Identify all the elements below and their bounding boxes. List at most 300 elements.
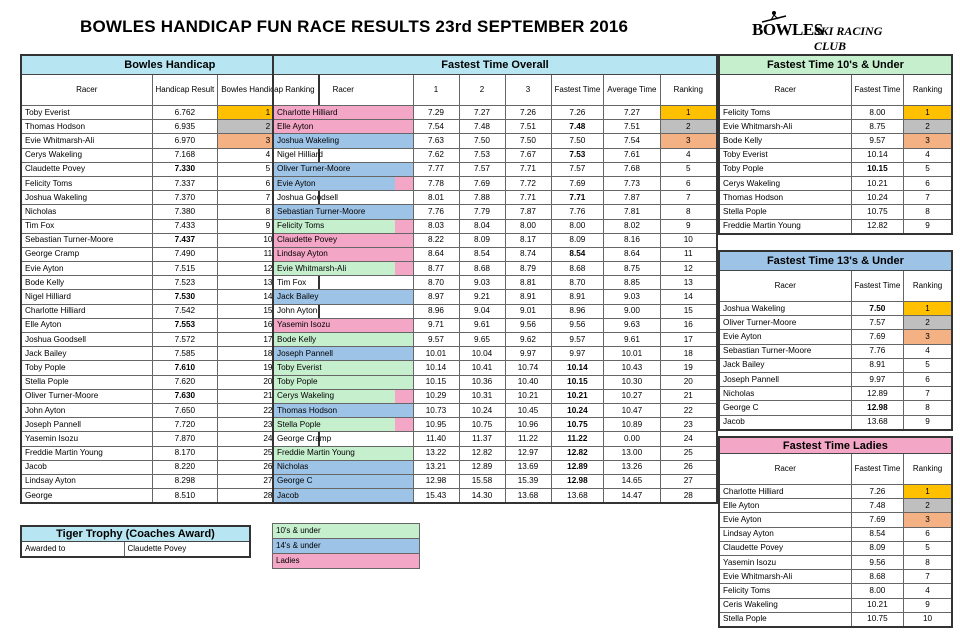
tiger-label: Awarded to	[21, 542, 124, 558]
racer-name: Evie Ayton	[719, 330, 851, 344]
run-2-time: 10.24	[459, 403, 505, 417]
fastest-time: 9.56	[851, 555, 904, 569]
table-row	[273, 148, 717, 162]
col-header: Ranking	[904, 75, 952, 106]
run-3-time: 9.62	[505, 333, 551, 347]
col-header: Racer	[21, 75, 152, 106]
category-strip	[395, 262, 413, 275]
rank: 2	[904, 120, 952, 134]
ladies-title: Fastest Time Ladies	[719, 437, 952, 454]
fastest-time: 8.68	[851, 570, 904, 584]
racer-cell	[273, 389, 413, 403]
legend-under14: 14's & under	[273, 539, 420, 554]
fastest-time: 7.50	[851, 302, 904, 316]
run-1-time: 8.22	[413, 233, 459, 247]
average-time: 9.00	[604, 304, 660, 318]
racer-cell	[273, 375, 413, 389]
racer-name: Ceris Wakeling	[719, 598, 851, 612]
page-title: BOWLES HANDICAP FUN RACE RESULTS 23rd SEPTEMBER 2016	[80, 17, 629, 36]
overall-rank: 26	[660, 460, 717, 474]
racer-cell	[273, 205, 413, 219]
racer-name: Lindsay Ayton	[21, 474, 152, 488]
average-time: 0.00	[604, 432, 660, 446]
fastest-time: 10.15	[551, 375, 604, 389]
table-row	[273, 418, 717, 432]
handicap-rank: 15	[218, 304, 319, 318]
rank: 2	[904, 316, 952, 330]
racer-name: Toby Pople	[719, 162, 851, 176]
fastest-time: 8.54	[551, 247, 604, 261]
table-row	[719, 148, 952, 162]
overall-rank: 27	[660, 474, 717, 488]
fastest-time: 10.14	[851, 148, 904, 162]
fastest-time: 11.22	[551, 432, 604, 446]
run-1-time: 9.71	[413, 318, 459, 332]
col-header: Bowles Handicap Ranking	[218, 75, 319, 106]
rank: 4	[904, 148, 952, 162]
run-3-time: 8.00	[505, 219, 551, 233]
average-time: 9.63	[604, 318, 660, 332]
average-time: 14.65	[604, 474, 660, 488]
run-3-time: 7.51	[505, 120, 551, 134]
overall-rank: 11	[660, 247, 717, 261]
run-2-time: 10.04	[459, 347, 505, 361]
col-header: 2	[459, 75, 505, 106]
overall-rank: 17	[660, 333, 717, 347]
racer-name: John Ayton	[277, 306, 318, 316]
run-3-time: 12.97	[505, 446, 551, 460]
fastest-time: 12.98	[551, 474, 604, 488]
racer-cell	[273, 162, 413, 176]
run-3-time: 7.67	[505, 148, 551, 162]
fastest-time: 13.68	[851, 415, 904, 430]
handicap-rank: 1	[218, 106, 319, 120]
handicap-rank: 4	[218, 148, 319, 162]
table-row	[719, 555, 952, 569]
overall-rank: 21	[660, 389, 717, 403]
fastest-time: 7.53	[551, 148, 604, 162]
racer-cell	[273, 361, 413, 375]
fastest-time: 12.82	[851, 219, 904, 234]
table-row	[719, 584, 952, 598]
run-2-time: 10.75	[459, 418, 505, 432]
racer-name: Lindsay Ayton	[719, 527, 851, 541]
handicap-result: 7.870	[152, 432, 218, 446]
col-header: Ranking	[660, 75, 717, 106]
racer-name: Toby Everist	[21, 106, 152, 120]
table-row	[719, 570, 952, 584]
table-row	[719, 302, 952, 316]
fastest-time: 8.09	[851, 541, 904, 555]
rank: 6	[904, 372, 952, 386]
run-1-time: 10.14	[413, 361, 459, 375]
fastest-time: 9.97	[851, 372, 904, 386]
col-header: Racer	[719, 454, 851, 485]
racer-name: Joseph Pannell	[277, 348, 333, 358]
rank: 4	[904, 344, 952, 358]
handicap-result: 6.762	[152, 106, 218, 120]
col-header: Fastest Time	[551, 75, 604, 106]
fastest-time: 8.91	[851, 358, 904, 372]
rank: 8	[904, 555, 952, 569]
racer-cell	[273, 219, 413, 233]
racer-name: Jack Bailey	[277, 292, 319, 302]
handicap-rank: 21	[218, 389, 319, 403]
racer-cell	[273, 474, 413, 488]
average-time: 7.81	[604, 205, 660, 219]
racer-name: Joshua Wakeling	[277, 135, 340, 145]
handicap-rank: 23	[218, 418, 319, 432]
racer-name: Evie Whitmarsh-Ali	[719, 570, 851, 584]
run-2-time: 10.36	[459, 375, 505, 389]
table-row	[273, 233, 717, 247]
overall-rank: 23	[660, 418, 717, 432]
handicap-rank: 22	[218, 403, 319, 417]
racer-name: Thomas Hodson	[277, 405, 338, 415]
racer-cell	[273, 191, 413, 205]
racer-cell	[273, 176, 413, 190]
racer-cell	[273, 120, 413, 134]
handicap-rank: 28	[218, 489, 319, 504]
racer-name: Felicity Toms	[719, 584, 851, 598]
logo-subtitle: SKI RACING CLUB	[814, 24, 883, 53]
fastest-time: 7.57	[851, 316, 904, 330]
overall-rank: 12	[660, 262, 717, 276]
racer-name: Stella Pople	[277, 419, 321, 429]
handicap-result: 7.630	[152, 389, 218, 403]
table-row	[719, 176, 952, 190]
racer-name: Nigel Hilliard	[277, 150, 323, 160]
table-row	[719, 330, 952, 344]
racer-name: Jack Bailey	[21, 347, 152, 361]
racer-cell	[273, 489, 413, 504]
table-row	[719, 598, 952, 612]
run-2-time: 8.09	[459, 233, 505, 247]
racer-name: Joshua Goodsell	[21, 333, 152, 347]
run-1-time: 13.21	[413, 460, 459, 474]
rank: 4	[904, 584, 952, 598]
racer-cell	[273, 233, 413, 247]
table-row	[719, 612, 952, 627]
racer-cell	[273, 333, 413, 347]
run-2-time: 11.37	[459, 432, 505, 446]
run-3-time: 10.96	[505, 418, 551, 432]
fastest-time: 8.75	[851, 120, 904, 134]
tiger-trophy-table	[20, 525, 251, 558]
racer-name: Claudette Povey	[719, 541, 851, 555]
table-row	[273, 318, 717, 332]
tiger-trophy-section	[20, 525, 251, 558]
racer-name: Evie Whitmarsh-Ali	[277, 263, 347, 273]
col-header: Ranking	[904, 271, 952, 302]
handicap-result: 7.620	[152, 375, 218, 389]
overall-rank: 18	[660, 347, 717, 361]
under13-section	[718, 250, 953, 431]
fastest-time: 12.98	[851, 401, 904, 415]
handicap-result: 7.515	[152, 262, 218, 276]
run-2-time: 8.04	[459, 219, 505, 233]
table-row	[719, 387, 952, 401]
table-row	[273, 162, 717, 176]
racer-name: Cerys Wakeling	[277, 391, 335, 401]
table-row	[273, 304, 717, 318]
table-row	[273, 106, 717, 120]
run-1-time: 7.62	[413, 148, 459, 162]
ladies-table	[718, 436, 953, 628]
handicap-result: 7.585	[152, 347, 218, 361]
handicap-rank: 9	[218, 219, 319, 233]
overall-title: Fastest Time Overall	[273, 55, 717, 75]
racer-name: Stella Pople	[719, 612, 851, 627]
racer-name: Evie Ayton	[719, 513, 851, 527]
fastest-time: 8.54	[851, 527, 904, 541]
fastest-time: 8.00	[851, 106, 904, 120]
racer-name: Evie Ayton	[277, 178, 316, 188]
racer-name: Tim Fox	[277, 277, 307, 287]
col-header: Fastest Time	[851, 454, 904, 485]
run-2-time: 15.58	[459, 474, 505, 488]
rank: 3	[904, 134, 952, 148]
racer-name: Cerys Wakeling	[719, 176, 851, 190]
handicap-result: 7.330	[152, 162, 218, 176]
table-row	[719, 344, 952, 358]
racer-name: Nicholas	[277, 462, 309, 472]
run-3-time: 8.17	[505, 233, 551, 247]
overall-rank: 24	[660, 432, 717, 446]
run-1-time: 10.01	[413, 347, 459, 361]
rank: 1	[904, 485, 952, 499]
table-row	[273, 191, 717, 205]
handicap-title: Bowles Handicap	[21, 55, 319, 75]
average-time: 10.43	[604, 361, 660, 375]
fastest-time: 10.14	[551, 361, 604, 375]
table-row	[273, 290, 717, 304]
fastest-time: 12.89	[551, 460, 604, 474]
col-header: Fastest Time	[851, 271, 904, 302]
racer-cell	[273, 134, 413, 148]
handicap-rank: 19	[218, 361, 319, 375]
run-2-time: 12.89	[459, 460, 505, 474]
racer-name: Jacob	[21, 460, 152, 474]
racer-name: Freddie Martin Young	[719, 219, 851, 234]
run-2-time: 9.65	[459, 333, 505, 347]
racer-name: Sebastian Turner-Moore	[21, 233, 152, 247]
racer-name: Elle Ayton	[277, 121, 314, 131]
run-3-time: 7.50	[505, 134, 551, 148]
overall-rank: 14	[660, 290, 717, 304]
handicap-rank: 13	[218, 276, 319, 290]
overall-rank: 10	[660, 233, 717, 247]
racer-name: Toby Everist	[277, 362, 322, 372]
handicap-result: 7.530	[152, 290, 218, 304]
racer-cell	[273, 148, 413, 162]
average-time: 10.27	[604, 389, 660, 403]
handicap-result: 7.433	[152, 219, 218, 233]
racer-name: Felicity Toms	[21, 176, 152, 190]
rank: 9	[904, 415, 952, 430]
racer-name: Sebastian Turner-Moore	[719, 344, 851, 358]
overall-rank: 28	[660, 489, 717, 504]
table-row	[273, 276, 717, 290]
racer-name: George	[21, 489, 152, 504]
fastest-time: 10.21	[851, 598, 904, 612]
legend-table	[272, 523, 420, 569]
run-2-time: 7.69	[459, 176, 505, 190]
racer-name: George C	[277, 476, 313, 486]
overall-rank: 5	[660, 162, 717, 176]
run-1-time: 7.78	[413, 176, 459, 190]
col-header: 1	[413, 75, 459, 106]
racer-name: Thomas Hodson	[21, 120, 152, 134]
under10-table	[718, 54, 953, 235]
table-row	[273, 403, 717, 417]
racer-name: Yasemin Isozu	[277, 320, 331, 330]
club-logo	[752, 10, 912, 53]
overall-rank: 9	[660, 219, 717, 233]
run-2-time: 9.03	[459, 276, 505, 290]
table-row	[273, 333, 717, 347]
run-3-time: 9.56	[505, 318, 551, 332]
racer-name: Bode Kelly	[277, 334, 317, 344]
run-1-time: 10.95	[413, 418, 459, 432]
racer-name: Joseph Pannell	[21, 418, 152, 432]
run-1-time: 11.40	[413, 432, 459, 446]
fastest-time: 10.21	[851, 176, 904, 190]
run-1-time: 15.43	[413, 489, 459, 504]
run-3-time: 10.74	[505, 361, 551, 375]
handicap-result: 7.370	[152, 191, 218, 205]
racer-name: Evie Whitmarsh-Ali	[21, 134, 152, 148]
table-row	[273, 219, 717, 233]
run-1-time: 8.64	[413, 247, 459, 261]
racer-name: Joseph Pannell	[719, 372, 851, 386]
racer-name: Lindsay Ayton	[277, 249, 328, 259]
overall-rank: 13	[660, 276, 717, 290]
racer-name: George C	[719, 401, 851, 415]
racer-name: Jack Bailey	[719, 358, 851, 372]
fastest-time: 7.71	[551, 191, 604, 205]
handicap-rank: 14	[218, 290, 319, 304]
table-row	[273, 247, 717, 261]
run-3-time: 13.69	[505, 460, 551, 474]
handicap-result: 7.437	[152, 233, 218, 247]
fastest-time: 8.00	[551, 219, 604, 233]
racer-name: Toby Pople	[277, 377, 318, 387]
fastest-time: 8.96	[551, 304, 604, 318]
handicap-result: 7.610	[152, 361, 218, 375]
average-time: 8.75	[604, 262, 660, 276]
table-row	[719, 541, 952, 555]
category-strip	[395, 220, 413, 233]
handicap-rank: 17	[218, 333, 319, 347]
col-header: Fastest Time	[851, 75, 904, 106]
table-row	[719, 191, 952, 205]
table-row	[273, 460, 717, 474]
handicap-result: 7.337	[152, 176, 218, 190]
rank: 3	[904, 330, 952, 344]
racer-name: John Ayton	[21, 403, 152, 417]
racer-name: Elle Ayton	[21, 318, 152, 332]
handicap-result: 7.380	[152, 205, 218, 219]
fastest-time: 8.68	[551, 262, 604, 276]
fastest-time: 8.91	[551, 290, 604, 304]
category-strip	[395, 177, 413, 190]
average-time: 7.54	[604, 134, 660, 148]
handicap-result: 8.298	[152, 474, 218, 488]
rank: 1	[904, 302, 952, 316]
racer-name: Stella Pople	[719, 205, 851, 219]
overall-rank: 4	[660, 148, 717, 162]
fastest-time: 7.48	[551, 120, 604, 134]
under13-table	[718, 250, 953, 431]
racer-name: Nicholas	[719, 387, 851, 401]
run-1-time: 12.98	[413, 474, 459, 488]
rank: 1	[904, 106, 952, 120]
racer-cell	[273, 446, 413, 460]
racer-name: Evie Whitmarsh-Ali	[719, 120, 851, 134]
handicap-result: 7.168	[152, 148, 218, 162]
run-2-time: 7.79	[459, 205, 505, 219]
handicap-rank: 27	[218, 474, 319, 488]
under13-title: Fastest Time 13's & Under	[719, 251, 952, 271]
overall-rank: 20	[660, 375, 717, 389]
overall-section	[272, 54, 718, 504]
average-time: 9.03	[604, 290, 660, 304]
overall-rank: 25	[660, 446, 717, 460]
run-2-time: 10.31	[459, 389, 505, 403]
rank: 9	[904, 598, 952, 612]
fastest-time: 7.26	[551, 106, 604, 120]
table-row	[273, 176, 717, 190]
handicap-rank: 24	[218, 432, 319, 446]
handicap-rank: 10	[218, 233, 319, 247]
run-1-time: 8.01	[413, 191, 459, 205]
handicap-rank: 6	[218, 176, 319, 190]
fastest-time: 13.68	[551, 489, 604, 504]
racer-name: Yasemin Isozu	[719, 555, 851, 569]
handicap-result: 7.490	[152, 247, 218, 261]
rank: 5	[904, 358, 952, 372]
average-time: 7.27	[604, 106, 660, 120]
run-3-time: 15.39	[505, 474, 551, 488]
table-row	[273, 389, 717, 403]
run-2-time: 7.48	[459, 120, 505, 134]
run-1-time: 7.54	[413, 120, 459, 134]
racer-name: Sebastian Turner-Moore	[277, 206, 366, 216]
run-3-time: 8.79	[505, 262, 551, 276]
run-2-time: 7.57	[459, 162, 505, 176]
average-time: 13.00	[604, 446, 660, 460]
racer-name: Oliver Turner-Moore	[21, 389, 152, 403]
tiger-winner: Claudette Povey	[124, 542, 250, 558]
fastest-time: 9.97	[551, 347, 604, 361]
racer-cell	[273, 106, 413, 120]
run-2-time: 7.50	[459, 134, 505, 148]
table-row	[719, 401, 952, 415]
overall-rank: 2	[660, 120, 717, 134]
overall-table	[272, 54, 718, 504]
racer-name: Toby Pople	[21, 361, 152, 375]
average-time: 7.73	[604, 176, 660, 190]
run-2-time: 8.68	[459, 262, 505, 276]
run-3-time: 9.97	[505, 347, 551, 361]
table-row	[719, 205, 952, 219]
table-row	[273, 134, 717, 148]
racer-cell	[273, 304, 413, 318]
handicap-rank: 11	[218, 247, 319, 261]
racer-name: Evie Ayton	[21, 262, 152, 276]
racer-cell	[273, 432, 413, 446]
